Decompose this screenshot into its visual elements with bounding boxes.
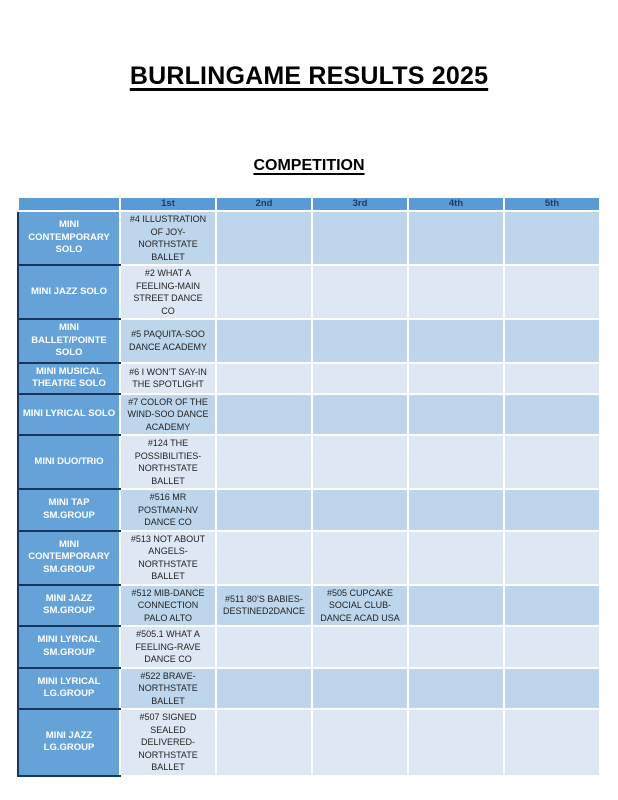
section-title: COMPETITION — [253, 157, 365, 174]
placement-cell — [216, 668, 312, 710]
table-row — [18, 435, 600, 489]
placement-cell: #512 MIB-DANCE CONNECTION PALO ALTO — [120, 585, 216, 627]
column-header: 1st — [120, 197, 216, 211]
table-row — [18, 585, 600, 627]
placement-cell: #522 BRAVE- NORTHSTATE BALLET — [120, 668, 216, 710]
placement-cell — [504, 709, 600, 776]
placement-cell — [504, 531, 600, 585]
category-cell: MINI JAZZ SM.GROUP — [18, 585, 120, 627]
category-cell: MINI DUO/TRIO — [18, 435, 120, 489]
placement-cell — [504, 585, 600, 627]
placement-cell — [408, 585, 504, 627]
table-row — [18, 319, 600, 363]
placement-cell — [312, 394, 408, 436]
table-row — [18, 394, 600, 436]
category-cell: MINI MUSICAL THEATRE SOLO — [18, 363, 120, 394]
category-cell: MINI TAP SM.GROUP — [18, 489, 120, 531]
placement-cell — [216, 489, 312, 531]
placement-cell: #124 THE POSSIBILITIES- NORTHSTATE BALLET — [120, 435, 216, 489]
placement-cell — [408, 211, 504, 265]
placement-cell — [312, 709, 408, 776]
placement-cell — [408, 265, 504, 319]
placement-cell — [216, 626, 312, 668]
placement-cell — [408, 489, 504, 531]
placement-cell — [504, 319, 600, 363]
category-cell: MINI CONTEMPORARY SM.GROUP — [18, 531, 120, 585]
placement-cell: #7 COLOR OF THE WIND-SOO DANCE ACADEMY — [120, 394, 216, 436]
page-title: BURLINGAME RESULTS 2025 — [129, 62, 489, 90]
column-header: 4th — [408, 197, 504, 211]
placement-cell — [216, 531, 312, 585]
placement-cell: #505 CUPCAKE SOCIAL CLUB- DANCE ACAD USA — [312, 585, 408, 627]
placement-cell — [504, 435, 600, 489]
placement-cell: #5 PAQUITA-SOO DANCE ACADEMY — [120, 319, 216, 363]
placement-cell — [408, 394, 504, 436]
placement-cell — [408, 709, 504, 776]
placement-cell — [504, 363, 600, 394]
placement-cell: #507 SIGNED SEALED DELIVERED- NORTHSTATE BALLET — [120, 709, 216, 776]
placement-cell — [312, 489, 408, 531]
table-row — [18, 265, 600, 319]
placement-cell — [216, 211, 312, 265]
placement-cell — [312, 363, 408, 394]
table-row — [18, 709, 600, 776]
placement-cell: #516 MR POSTMAN-NV DANCE CO — [120, 489, 216, 531]
placement-cell — [216, 394, 312, 436]
placement-cell: #2 WHAT A FEELING-MAIN STREET DANCE CO — [120, 265, 216, 319]
table-row — [18, 211, 600, 265]
placement-cell — [408, 668, 504, 710]
column-header: 5th — [504, 197, 600, 211]
placement-cell — [216, 265, 312, 319]
placement-cell — [312, 435, 408, 489]
placement-cell — [408, 363, 504, 394]
placement-cell — [504, 489, 600, 531]
placement-cell — [312, 668, 408, 710]
placement-cell — [312, 319, 408, 363]
category-cell: MINI JAZZ SOLO — [18, 265, 120, 319]
category-cell: MINI JAZZ LG.GROUP — [18, 709, 120, 776]
table-row — [18, 626, 600, 668]
category-cell: MINI LYRICAL SOLO — [18, 394, 120, 436]
placement-cell — [408, 319, 504, 363]
placement-cell — [408, 435, 504, 489]
placement-cell — [408, 626, 504, 668]
placement-cell: #511 80’S BABIES- DESTINED2DANCE — [216, 585, 312, 627]
column-header: 3rd — [312, 197, 408, 211]
table-body — [18, 211, 600, 776]
placement-cell — [504, 626, 600, 668]
placement-cell — [312, 211, 408, 265]
placement-cell: #4 ILLUSTRATION OF JOY- NORTHSTATE BALLET — [120, 211, 216, 265]
table-row — [18, 668, 600, 710]
placement-cell — [504, 394, 600, 436]
placement-cell: #513 NOT ABOUT ANGELS- NORTHSTATE BALLET — [120, 531, 216, 585]
table-row — [18, 489, 600, 531]
placement-cell — [408, 531, 504, 585]
placement-cell — [216, 319, 312, 363]
placement-cell — [312, 626, 408, 668]
competition-table — [17, 196, 601, 777]
placement-cell — [504, 265, 600, 319]
placement-cell — [216, 363, 312, 394]
category-cell: MINI CONTEMPORARY SOLO — [18, 211, 120, 265]
placement-cell — [504, 211, 600, 265]
placement-cell: #6 I WON’T SAY-IN THE SPOTLIGHT — [120, 363, 216, 394]
placement-cell — [312, 531, 408, 585]
corner-cell — [18, 197, 120, 211]
table-header — [18, 197, 600, 211]
table-row — [18, 531, 600, 585]
header-row — [18, 197, 600, 211]
placement-cell — [312, 265, 408, 319]
category-cell: MINI BALLET/POINTE SOLO — [18, 319, 120, 363]
placement-cell: #505.1 WHAT A FEELING-RAVE DANCE CO — [120, 626, 216, 668]
category-cell: MINI LYRICAL LG.GROUP — [18, 668, 120, 710]
column-header: 2nd — [216, 197, 312, 211]
placement-cell — [216, 709, 312, 776]
placement-cell — [216, 435, 312, 489]
category-cell: MINI LYRICAL SM.GROUP — [18, 626, 120, 668]
placement-cell — [504, 668, 600, 710]
table-row — [18, 363, 600, 394]
